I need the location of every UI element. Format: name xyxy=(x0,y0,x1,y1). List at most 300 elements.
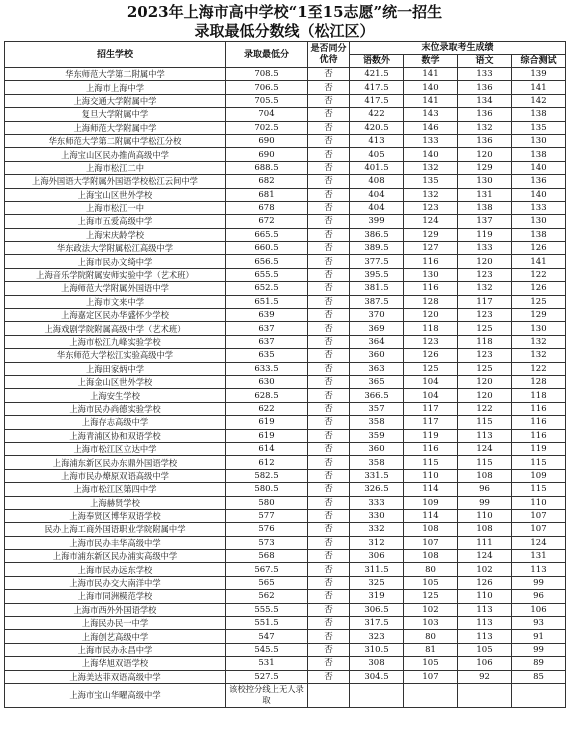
min-score: 637 xyxy=(226,335,308,348)
math-score: 128 xyxy=(404,295,458,308)
math-score: 133 xyxy=(404,134,458,147)
comprehensive-score: 110 xyxy=(512,496,566,509)
chinese-math-foreign-score: 363 xyxy=(350,362,404,375)
same-score-priority: 否 xyxy=(308,362,350,375)
school-name: 上海市民办永昌中学 xyxy=(5,643,226,656)
math-score: 140 xyxy=(404,148,458,161)
school-name: 上海宝山区世外学校 xyxy=(5,188,226,201)
chinese-math-foreign-score: 306.5 xyxy=(350,603,404,616)
empty-cell xyxy=(308,683,350,707)
min-score: 545.5 xyxy=(226,643,308,656)
table-row xyxy=(5,188,566,201)
table-row xyxy=(5,322,566,335)
same-score-priority: 否 xyxy=(308,335,350,348)
math-score: 114 xyxy=(404,509,458,522)
school-name: 上海师范大学附属中学 xyxy=(5,121,226,134)
same-score-priority: 否 xyxy=(308,255,350,268)
math-score: 115 xyxy=(404,456,458,469)
comprehensive-score: 138 xyxy=(512,108,566,121)
min-score: 652.5 xyxy=(226,282,308,295)
school-name: 华东政法大学附属松江高级中学 xyxy=(5,242,226,255)
table-row xyxy=(5,201,566,214)
table-row xyxy=(5,335,566,348)
chinese-math-foreign-score: 377.5 xyxy=(350,255,404,268)
chinese-score: 105 xyxy=(458,643,512,656)
min-score: 656.5 xyxy=(226,255,308,268)
table-row xyxy=(5,175,566,188)
min-score: 580.5 xyxy=(226,483,308,496)
math-score: 80 xyxy=(404,563,458,576)
comprehensive-score: 118 xyxy=(512,389,566,402)
school-name: 华东师范大学第二附属中学松江分校 xyxy=(5,134,226,147)
chinese-math-foreign-score: 370 xyxy=(350,309,404,322)
chinese-math-foreign-score: 417.5 xyxy=(350,94,404,107)
math-score: 117 xyxy=(404,416,458,429)
chinese-math-foreign-score: 333 xyxy=(350,496,404,509)
math-score: 141 xyxy=(404,94,458,107)
school-name: 华东师范大学松江实验高级中学 xyxy=(5,349,226,362)
chinese-score: 108 xyxy=(458,523,512,536)
min-score: 628.5 xyxy=(226,389,308,402)
school-name: 民办上海工商外国语职业学院附属中学 xyxy=(5,523,226,536)
table-row xyxy=(5,349,566,362)
table-row xyxy=(5,295,566,308)
chinese-math-foreign-score: 420.5 xyxy=(350,121,404,134)
chinese-math-foreign-score: 317.5 xyxy=(350,617,404,630)
chinese-score: 132 xyxy=(458,121,512,134)
table-row xyxy=(5,362,566,375)
chinese-math-foreign-score: 326.5 xyxy=(350,483,404,496)
header-math: 数学 xyxy=(404,55,458,68)
comprehensive-score: 130 xyxy=(512,134,566,147)
chinese-score: 92 xyxy=(458,670,512,683)
table-row xyxy=(5,483,566,496)
chinese-math-foreign-score: 386.5 xyxy=(350,228,404,241)
school-name: 上海奉贤区博华双语学校 xyxy=(5,509,226,522)
school-name: 上海嘉定区民办华盛怀少学校 xyxy=(5,309,226,322)
comprehensive-score: 106 xyxy=(512,603,566,616)
school-name: 上海市浦东新区民办浦实高级中学 xyxy=(5,550,226,563)
school-name: 上海赫贤学校 xyxy=(5,496,226,509)
table-row xyxy=(5,603,566,616)
same-score-priority: 否 xyxy=(308,469,350,482)
min-score: 702.5 xyxy=(226,121,308,134)
chinese-math-foreign-score: 310.5 xyxy=(350,643,404,656)
comprehensive-score: 113 xyxy=(512,563,566,576)
same-score-priority: 否 xyxy=(308,429,350,442)
min-score: 612 xyxy=(226,456,308,469)
school-name: 上海市松江二中 xyxy=(5,161,226,174)
comprehensive-score: 142 xyxy=(512,94,566,107)
min-score: 690 xyxy=(226,148,308,161)
school-name: 上海市民办文绮中学 xyxy=(5,255,226,268)
table-row-last xyxy=(5,683,566,707)
school-name: 上海市民办交大南洋中学 xyxy=(5,576,226,589)
comprehensive-score: 122 xyxy=(512,268,566,281)
chinese-math-foreign-score: 311.5 xyxy=(350,563,404,576)
chinese-score: 110 xyxy=(458,590,512,603)
school-name: 上海市松江区立达中学 xyxy=(5,442,226,455)
math-score: 117 xyxy=(404,402,458,415)
header-last-admitted: 末位录取考生成绩 xyxy=(350,42,566,55)
chinese-math-foreign-score: 359 xyxy=(350,429,404,442)
math-score: 107 xyxy=(404,670,458,683)
math-score: 126 xyxy=(404,349,458,362)
comprehensive-score: 129 xyxy=(512,309,566,322)
same-score-priority: 否 xyxy=(308,121,350,134)
comprehensive-score: 132 xyxy=(512,349,566,362)
min-score: 565 xyxy=(226,576,308,589)
comprehensive-score: 135 xyxy=(512,121,566,134)
same-score-priority: 否 xyxy=(308,576,350,589)
comprehensive-score: 124 xyxy=(512,536,566,549)
math-score: 108 xyxy=(404,523,458,536)
chinese-score: 102 xyxy=(458,563,512,576)
math-score: 119 xyxy=(404,429,458,442)
chinese-math-foreign-score: 404 xyxy=(350,201,404,214)
min-score: 705.5 xyxy=(226,94,308,107)
comprehensive-score: 133 xyxy=(512,201,566,214)
school-name: 华东师范大学第二附属中学 xyxy=(5,68,226,81)
math-score: 123 xyxy=(404,335,458,348)
chinese-score: 120 xyxy=(458,375,512,388)
same-score-priority: 否 xyxy=(308,215,350,228)
chinese-score: 113 xyxy=(458,429,512,442)
comprehensive-score: 128 xyxy=(512,375,566,388)
comprehensive-score: 99 xyxy=(512,643,566,656)
math-score: 109 xyxy=(404,496,458,509)
school-name: 上海宝山区民办推尚高级中学 xyxy=(5,148,226,161)
comprehensive-score: 131 xyxy=(512,550,566,563)
math-score: 120 xyxy=(404,309,458,322)
chinese-score: 113 xyxy=(458,617,512,630)
comprehensive-score: 141 xyxy=(512,255,566,268)
table-row xyxy=(5,456,566,469)
math-score: 104 xyxy=(404,375,458,388)
chinese-math-foreign-score: 306 xyxy=(350,550,404,563)
math-score: 124 xyxy=(404,215,458,228)
school-name: 上海外国语大学附属外国语学校松江云间中学 xyxy=(5,175,226,188)
min-score: 614 xyxy=(226,442,308,455)
table-row xyxy=(5,242,566,255)
min-score: 633.5 xyxy=(226,362,308,375)
chinese-math-foreign-score: 366.5 xyxy=(350,389,404,402)
comprehensive-score: 116 xyxy=(512,402,566,415)
min-score: 681 xyxy=(226,188,308,201)
table-row xyxy=(5,108,566,121)
same-score-priority: 否 xyxy=(308,268,350,281)
math-score: 123 xyxy=(404,201,458,214)
math-score: 127 xyxy=(404,242,458,255)
math-score: 130 xyxy=(404,268,458,281)
school-name: 上海美达菲双语高级中学 xyxy=(5,670,226,683)
same-score-priority: 否 xyxy=(308,536,350,549)
math-score: 125 xyxy=(404,362,458,375)
school-name: 上海华旭双语学校 xyxy=(5,657,226,670)
chinese-score: 138 xyxy=(458,201,512,214)
comprehensive-score: 136 xyxy=(512,175,566,188)
school-name: 上海民办民一中学 xyxy=(5,617,226,630)
min-score: 706.5 xyxy=(226,81,308,94)
min-score: 704 xyxy=(226,108,308,121)
chinese-score: 115 xyxy=(458,456,512,469)
chinese-score: 136 xyxy=(458,134,512,147)
empty-cell xyxy=(404,683,458,707)
page-title-line1: 2023年上海市高中学校“1至15志愿”统一招生 xyxy=(126,3,443,21)
table-row xyxy=(5,94,566,107)
header-comprehensive: 综合测试 xyxy=(512,55,566,68)
chinese-score: 118 xyxy=(458,335,512,348)
table-row xyxy=(5,643,566,656)
comprehensive-score: 126 xyxy=(512,242,566,255)
empty-cell xyxy=(350,683,404,707)
same-score-priority: 否 xyxy=(308,509,350,522)
comprehensive-score: 138 xyxy=(512,148,566,161)
table-row xyxy=(5,469,566,482)
chinese-math-foreign-score: 405 xyxy=(350,148,404,161)
comprehensive-score: 141 xyxy=(512,81,566,94)
table-row xyxy=(5,268,566,281)
chinese-score: 110 xyxy=(458,509,512,522)
min-score: 688.5 xyxy=(226,161,308,174)
same-score-priority: 否 xyxy=(308,643,350,656)
table-row xyxy=(5,523,566,536)
same-score-priority: 否 xyxy=(308,188,350,201)
math-score: 81 xyxy=(404,643,458,656)
table-row xyxy=(5,617,566,630)
min-score: 577 xyxy=(226,509,308,522)
chinese-math-foreign-score: 381.5 xyxy=(350,282,404,295)
math-score: 116 xyxy=(404,442,458,455)
chinese-math-foreign-score: 395.5 xyxy=(350,268,404,281)
comprehensive-score: 91 xyxy=(512,630,566,643)
same-score-priority: 否 xyxy=(308,590,350,603)
comprehensive-score: 140 xyxy=(512,161,566,174)
chinese-math-foreign-score: 399 xyxy=(350,215,404,228)
table-row xyxy=(5,509,566,522)
school-name: 上海创艺高级中学 xyxy=(5,630,226,643)
min-score: 639 xyxy=(226,309,308,322)
min-score: 551.5 xyxy=(226,617,308,630)
chinese-score: 122 xyxy=(458,402,512,415)
chinese-score: 106 xyxy=(458,657,512,670)
table-row xyxy=(5,402,566,415)
math-score: 132 xyxy=(404,188,458,201)
math-score: 80 xyxy=(404,630,458,643)
min-score: 682 xyxy=(226,175,308,188)
comprehensive-score: 116 xyxy=(512,429,566,442)
school-name: 复旦大学附属中学 xyxy=(5,108,226,121)
same-score-priority: 否 xyxy=(308,242,350,255)
chinese-math-foreign-score: 369 xyxy=(350,322,404,335)
same-score-priority: 否 xyxy=(308,228,350,241)
chinese-score: 111 xyxy=(458,536,512,549)
table-row xyxy=(5,563,566,576)
same-score-priority: 否 xyxy=(308,309,350,322)
table-row xyxy=(5,228,566,241)
chinese-math-foreign-score: 358 xyxy=(350,416,404,429)
comprehensive-score: 115 xyxy=(512,456,566,469)
math-score: 102 xyxy=(404,603,458,616)
table-row xyxy=(5,309,566,322)
chinese-score: 130 xyxy=(458,175,512,188)
chinese-score: 129 xyxy=(458,161,512,174)
same-score-priority: 否 xyxy=(308,349,350,362)
math-score: 141 xyxy=(404,68,458,81)
min-score: 637 xyxy=(226,322,308,335)
same-score-priority: 否 xyxy=(308,175,350,188)
chinese-score: 108 xyxy=(458,469,512,482)
math-score: 105 xyxy=(404,657,458,670)
math-score: 143 xyxy=(404,108,458,121)
min-score: 555.5 xyxy=(226,603,308,616)
chinese-math-foreign-score: 358 xyxy=(350,456,404,469)
same-score-priority: 否 xyxy=(308,483,350,496)
table-row xyxy=(5,576,566,589)
chinese-math-foreign-score: 319 xyxy=(350,590,404,603)
header-min-score: 录取最低分 xyxy=(226,42,308,68)
table-row xyxy=(5,161,566,174)
same-score-priority: 否 xyxy=(308,375,350,388)
chinese-math-foreign-score: 330 xyxy=(350,509,404,522)
same-score-priority: 否 xyxy=(308,81,350,94)
min-score: 580 xyxy=(226,496,308,509)
same-score-priority: 否 xyxy=(308,630,350,643)
table-row xyxy=(5,215,566,228)
chinese-score: 99 xyxy=(458,496,512,509)
school-name: 上海市民办丰华高级中学 xyxy=(5,536,226,549)
comprehensive-score: 107 xyxy=(512,509,566,522)
math-score: 105 xyxy=(404,576,458,589)
chinese-score: 120 xyxy=(458,148,512,161)
school-name: 上海市民办尚德实验学校 xyxy=(5,402,226,415)
math-score: 118 xyxy=(404,322,458,335)
table-row xyxy=(5,134,566,147)
chinese-score: 137 xyxy=(458,215,512,228)
school-name: 上海市松江区第四中学 xyxy=(5,483,226,496)
comprehensive-score: 85 xyxy=(512,670,566,683)
school-name: 上海市民办远东学校 xyxy=(5,563,226,576)
chinese-score: 117 xyxy=(458,295,512,308)
chinese-score: 124 xyxy=(458,442,512,455)
table-row xyxy=(5,657,566,670)
min-score: 708.5 xyxy=(226,68,308,81)
same-score-priority: 否 xyxy=(308,496,350,509)
chinese-math-foreign-score: 422 xyxy=(350,108,404,121)
page-title-line2: 录取最低分数线（松江区） xyxy=(194,22,375,40)
chinese-score: 126 xyxy=(458,576,512,589)
chinese-score: 136 xyxy=(458,81,512,94)
math-score: 129 xyxy=(404,228,458,241)
header-chinese: 语文 xyxy=(458,55,512,68)
school-name: 上海市松江九峰实验学校 xyxy=(5,335,226,348)
chinese-score: 125 xyxy=(458,362,512,375)
same-score-priority: 否 xyxy=(308,68,350,81)
same-score-priority: 否 xyxy=(308,416,350,429)
school-name: 上海市五爱高级中学 xyxy=(5,215,226,228)
same-score-priority: 否 xyxy=(308,389,350,402)
min-score: 527.5 xyxy=(226,670,308,683)
table-row xyxy=(5,630,566,643)
same-score-priority: 否 xyxy=(308,523,350,536)
school-name: 上海宋庆龄学校 xyxy=(5,228,226,241)
min-score: 672 xyxy=(226,215,308,228)
table-row xyxy=(5,536,566,549)
same-score-priority: 否 xyxy=(308,322,350,335)
comprehensive-score: 109 xyxy=(512,469,566,482)
table-row xyxy=(5,375,566,388)
table-row xyxy=(5,282,566,295)
same-score-priority: 否 xyxy=(308,402,350,415)
chinese-math-foreign-score: 387.5 xyxy=(350,295,404,308)
min-score: 582.5 xyxy=(226,469,308,482)
table-row xyxy=(5,429,566,442)
math-score: 116 xyxy=(404,255,458,268)
min-score: 573 xyxy=(226,536,308,549)
school-name: 上海师范大学附属外国语中学 xyxy=(5,282,226,295)
chinese-math-foreign-score: 421.5 xyxy=(350,68,404,81)
comprehensive-score: 130 xyxy=(512,322,566,335)
min-score: 619 xyxy=(226,416,308,429)
comprehensive-score: 89 xyxy=(512,657,566,670)
chinese-math-foreign-score: 308 xyxy=(350,657,404,670)
comprehensive-score: 116 xyxy=(512,416,566,429)
same-score-priority: 否 xyxy=(308,134,350,147)
min-score: 630 xyxy=(226,375,308,388)
min-score: 567.5 xyxy=(226,563,308,576)
math-score: 140 xyxy=(404,81,458,94)
chinese-score: 113 xyxy=(458,603,512,616)
school-name: 上海戏剧学院附属高级中学（艺术班） xyxy=(5,322,226,335)
chinese-math-foreign-score: 323 xyxy=(350,630,404,643)
chinese-score: 133 xyxy=(458,68,512,81)
min-score: 531 xyxy=(226,657,308,670)
no-admission-note: 该校控分线上无人录取 xyxy=(226,683,308,707)
comprehensive-score: 107 xyxy=(512,523,566,536)
table-row xyxy=(5,496,566,509)
chinese-math-foreign-score: 365 xyxy=(350,375,404,388)
same-score-priority: 否 xyxy=(308,161,350,174)
same-score-priority: 否 xyxy=(308,108,350,121)
table-row xyxy=(5,255,566,268)
math-score: 132 xyxy=(404,161,458,174)
chinese-math-foreign-score: 408 xyxy=(350,175,404,188)
chinese-score: 133 xyxy=(458,242,512,255)
chinese-score: 120 xyxy=(458,255,512,268)
chinese-score: 119 xyxy=(458,228,512,241)
chinese-math-foreign-score: 364 xyxy=(350,335,404,348)
comprehensive-score: 126 xyxy=(512,282,566,295)
chinese-math-foreign-score: 417.5 xyxy=(350,81,404,94)
school-name: 上海交通大学附属中学 xyxy=(5,94,226,107)
min-score: 660.5 xyxy=(226,242,308,255)
school-name: 上海市宝山华曜高级中学 xyxy=(5,683,226,707)
math-score: 107 xyxy=(404,536,458,549)
table-row xyxy=(5,550,566,563)
min-score: 568 xyxy=(226,550,308,563)
min-score: 690 xyxy=(226,134,308,147)
chinese-math-foreign-score: 331.5 xyxy=(350,469,404,482)
chinese-score: 120 xyxy=(458,389,512,402)
comprehensive-score: 130 xyxy=(512,215,566,228)
table-row xyxy=(5,81,566,94)
header-school: 招生学校 xyxy=(5,42,226,68)
chinese-score: 132 xyxy=(458,282,512,295)
school-name: 上海田家炳中学 xyxy=(5,362,226,375)
math-score: 110 xyxy=(404,469,458,482)
comprehensive-score: 96 xyxy=(512,590,566,603)
school-name: 上海青浦区协和双语学校 xyxy=(5,429,226,442)
